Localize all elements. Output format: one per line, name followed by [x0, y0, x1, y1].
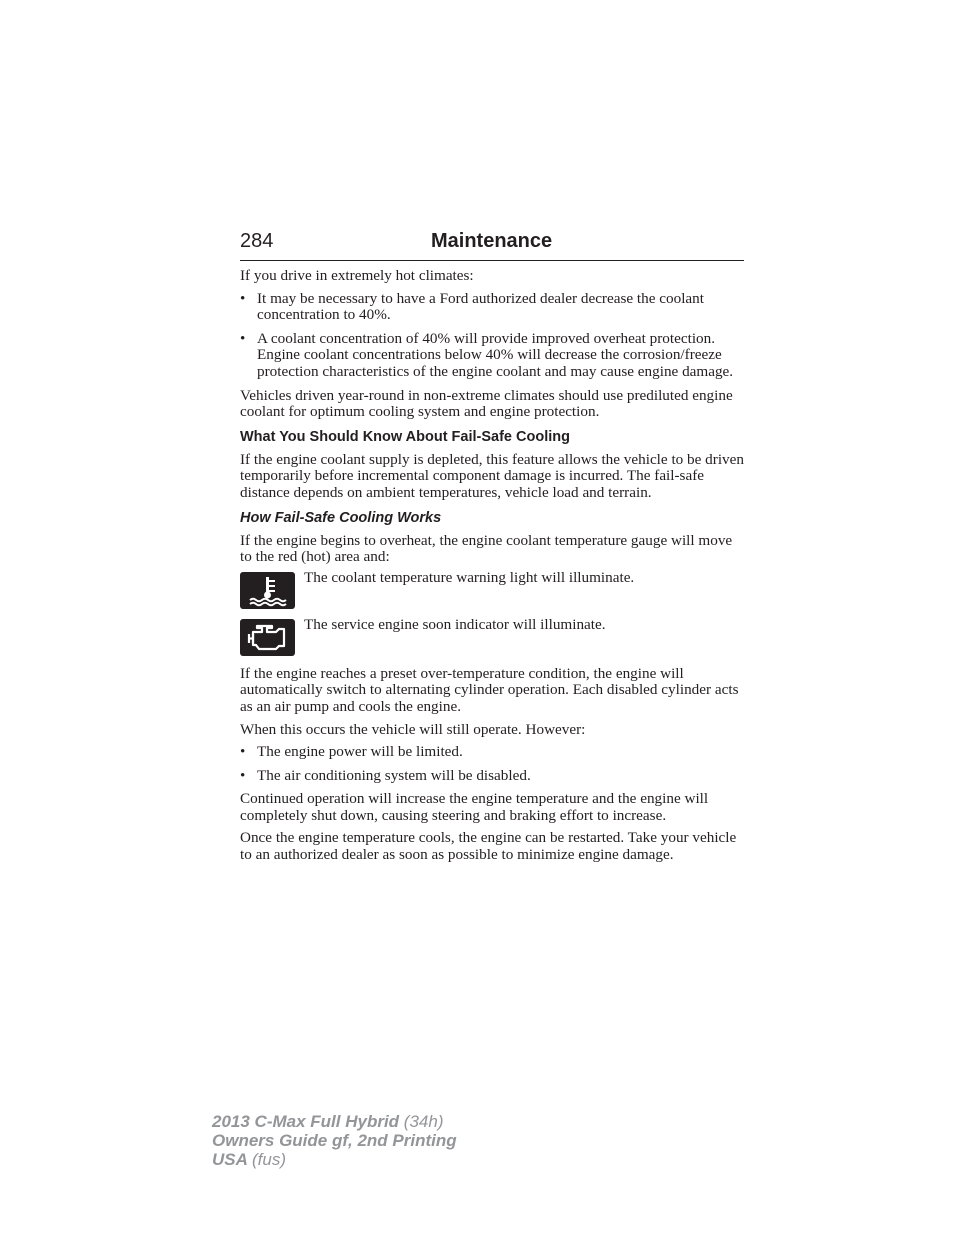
restart-paragraph: Once the engine temperature cools, the engine can be restarted. Take your vehicle to an authorized dealer as soon as possible to minimize engine damage. — [240, 829, 737, 864]
bullet-icon: • — [240, 766, 246, 784]
footer-model-line: 2013 C-Max Full Hybrid (34h) — [212, 1112, 444, 1131]
intro-paragraph: If you drive in extremely hot climates: — [240, 267, 474, 284]
overheat-paragraph: If the engine begins to overheat, the engine coolant temperature gauge will move to the red (hot) area and: — [240, 531, 733, 566]
footer-market-line: USA (fus) — [212, 1150, 286, 1169]
page-content — [240, 268, 746, 870]
bullet-icon: • — [240, 329, 246, 347]
cylinder-paragraph: If the engine reaches a preset over-temperature condition, the engine will automatically switch to alternating cylinder operation. Each disabled cylinder acts as an air pump and cools the engine. — [240, 664, 739, 715]
coolant-indicator-row — [240, 568, 746, 619]
engine-indicator-text: The service engine soon indicator will illuminate. — [304, 615, 606, 633]
coolant-indicator-text: The coolant temperature warning light will illuminate. — [304, 568, 635, 586]
operate-list — [240, 744, 746, 784]
page-header — [240, 229, 744, 261]
list-item: • The engine power will be limited. — [240, 743, 463, 761]
engine-indicator-row — [240, 615, 746, 666]
list-item: • A coolant concentration of 40% will provide improved overheat protection. Engine coolant concentrations below 40% will decrease the corrosion/freeze protection characteristics of the engine coolant and may cause engine damage. — [240, 329, 734, 380]
bullet-icon: • — [240, 289, 246, 307]
subsection-heading: How Fail-Safe Cooling Works — [240, 509, 442, 526]
coolant-temperature-icon — [240, 572, 295, 609]
year-round-paragraph: Vehicles driven year-round in non-extreme climates should use prediluted engine coolant for optimum cooling system and engine protection. — [240, 386, 733, 421]
section-heading: What You Should Know About Fail-Safe Cooling — [240, 428, 570, 445]
page-footer — [212, 1112, 457, 1169]
continued-paragraph: Continued operation will increase the engine temperature and the engine will completely shut down, causing steering and braking effort to increase. — [240, 790, 709, 824]
page-number: 284 — [240, 230, 274, 252]
hot-climate-list — [240, 291, 746, 381]
footer-guide-line: Owners Guide gf, 2nd Printing — [212, 1131, 457, 1150]
engine-icon — [240, 619, 295, 656]
when-paragraph: When this occurs the vehicle will still operate. However: — [240, 720, 586, 738]
bullet-icon: • — [240, 743, 246, 761]
list-item: • It may be necessary to have a Ford authorized dealer decrease the coolant concentration to 40%. — [240, 289, 704, 324]
list-item: • The air conditioning system will be disabled. — [240, 766, 531, 784]
failsafe-paragraph: If the engine coolant supply is depleted, this feature allows the vehicle to be driven temporarily before incremental component damage is incurred. The fail-safe distance depends on ambient temperatures, vehicle load and terrain. — [240, 450, 744, 501]
chapter-title: Maintenance — [431, 230, 553, 252]
